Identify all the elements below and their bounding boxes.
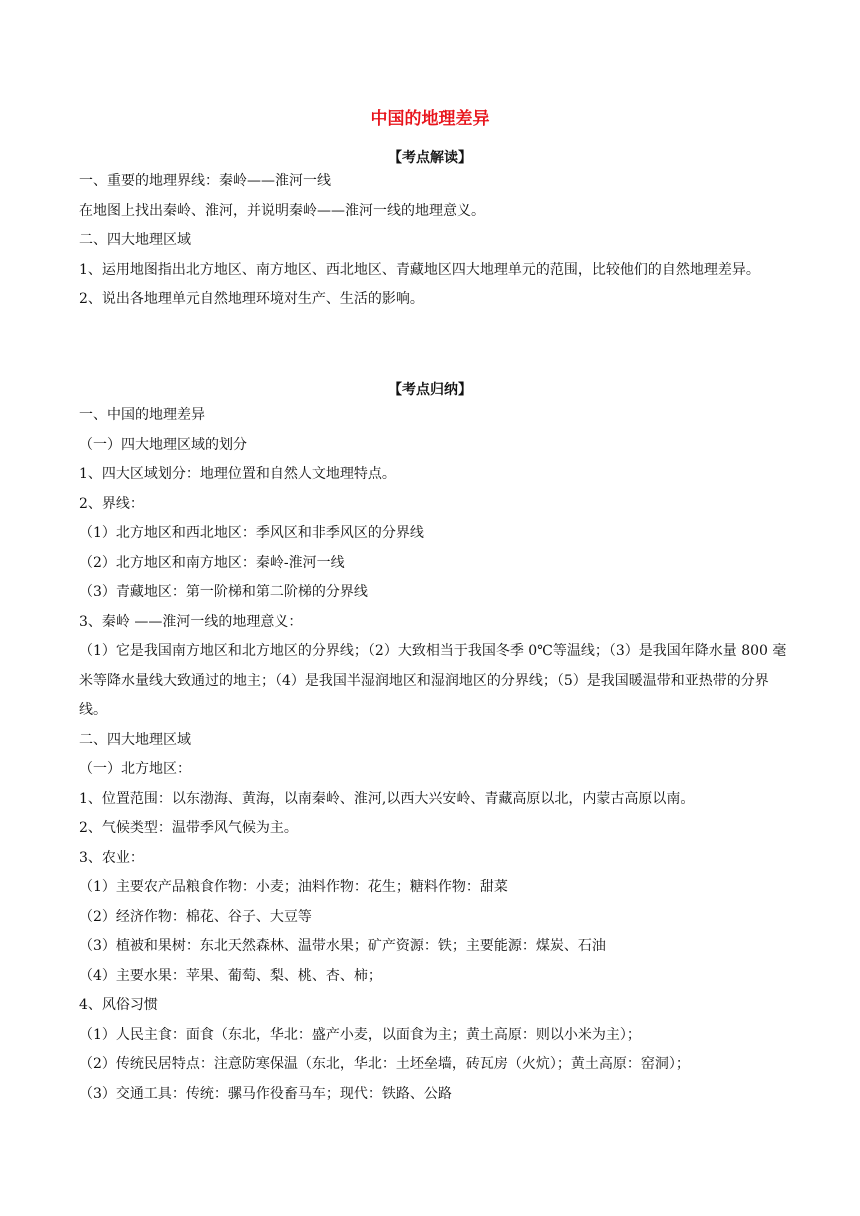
page-title: 中国的地理差异: [370, 109, 490, 129]
paragraph: 二、四大地理区域: [79, 731, 191, 748]
paragraph: （1）北方地区和西北地区：季风区和非季风区的分界线: [79, 525, 424, 541]
section-interpretation-body: [79, 167, 791, 315]
paragraph: （2）传统民居特点：注意防寒保温（东北，华北：土坯垒墙，砖瓦房（火炕）；黄土高原：窑洞）；: [79, 1056, 690, 1072]
paragraph: 3、农业：: [79, 849, 144, 866]
paragraph: 3、秦岭 ——淮河一线的地理意义：: [79, 613, 303, 630]
paragraph: （一）北方地区：: [79, 761, 191, 777]
section-summary-body: [79, 401, 791, 1109]
paragraph: 1、四大区域划分：地理位置和自然人文地理特点。: [79, 466, 396, 482]
paragraph: 2、界线：: [79, 495, 144, 512]
paragraph: （一）四大地理区域的划分: [79, 436, 247, 453]
paragraph: （1）人民主食：面食（东北，华北：盛产小麦，以面食为主；黄土高原：则以小米为主）；: [79, 1026, 641, 1043]
paragraph: （2）北方地区和南方地区：秦岭-淮河一线: [79, 554, 345, 571]
paragraph: （1）主要农产品粮食作物：小麦；油料作物：花生；糖料作物：甜菜: [79, 879, 508, 895]
paragraph: 2、气候类型：温带季风气候为主。: [79, 820, 298, 836]
paragraph: 一、中国的地理差异: [79, 407, 205, 423]
paragraph: （1）它是我国南方地区和北方地区的分界线；（2）大致相当于我国冬季 0℃等温线；（3）是我国年降水量 800 毫米等降水量线大致通过的地主；（4）是我国半湿润地区和湿润地区的分界线；（5）是我国暖温带和亚热带的分界线。: [79, 643, 787, 718]
section-heading-interpretation: 【考点解读】: [388, 150, 472, 166]
paragraph: 1、运用地图指出北方地区、南方地区、西北地区、青藏地区四大地理单元的范围，比较他们的自然地理差异。: [79, 261, 760, 278]
paragraph: （4）主要水果：苹果、葡萄、梨、桃、杏、柿；: [79, 967, 382, 984]
paragraph: （3）交通工具：传统：骡马作役畜马车；现代：铁路、公路: [79, 1085, 452, 1102]
paragraph: 在地图上找出秦岭、淮河，并说明秦岭——淮河一线的地理意义。: [79, 202, 485, 219]
paragraph: （3）植被和果树：东北天然森林、温带水果；矿产资源：铁；主要能源：煤炭、石油: [79, 938, 606, 954]
paragraph: 二、四大地理区域: [79, 232, 191, 248]
paragraph: （2）经济作物：棉花、谷子、大豆等: [79, 908, 312, 925]
paragraph: （3）青藏地区：第一阶梯和第二阶梯的分界线: [79, 584, 368, 600]
paragraph: 4、风俗习惯: [79, 997, 158, 1013]
paragraph: 2、说出各地理单元自然地理环境对生产、生活的影响。: [79, 291, 424, 307]
paragraph: 1、位置范围：以东渤海、黄海，以南秦岭、淮河,以西大兴安岭、青藏高原以北，内蒙古高原以南。: [79, 790, 695, 807]
paragraph: 一、重要的地理界线：秦岭——淮河一线: [79, 173, 331, 189]
section-heading-summary: 【考点归纳】: [388, 382, 472, 398]
